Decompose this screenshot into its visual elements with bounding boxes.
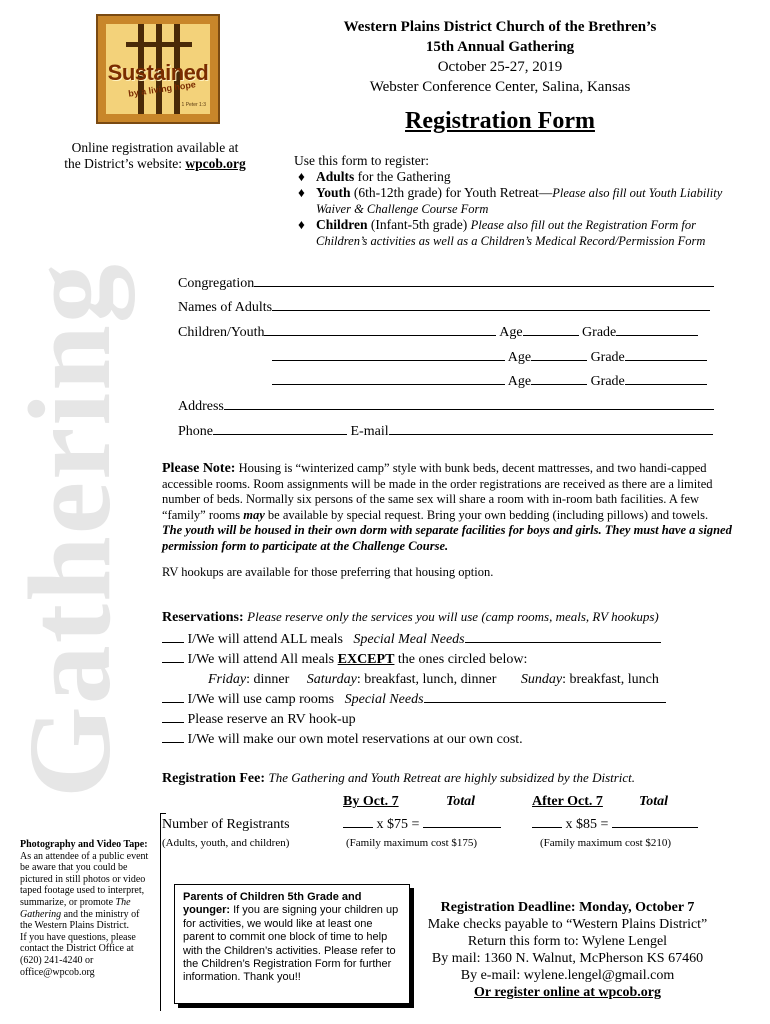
return-to: Return this form to: Wylene Lengel <box>467 934 668 949</box>
congregation-label: Congregation <box>178 276 255 291</box>
congregation-field[interactable] <box>178 274 714 293</box>
age-label: Age <box>507 374 532 389</box>
adults-names-field[interactable] <box>178 298 710 317</box>
age-label: Age <box>499 325 523 340</box>
note-text-1: Housing is “winterized camp” style with bunk beds, decent mattresses, and two handi-capped accessible rooms. Room assignments will be made in the order registrations are received as there are a limited number of beds. Normally six persons of the same sex will share a room with in-room bath facilities. A few “family” rooms <box>162 461 713 522</box>
registration-fee-header <box>162 768 742 789</box>
registrants-subtitle: (Adults, youth, and children) <box>162 837 290 849</box>
fee-by-oct-field[interactable] <box>343 815 501 835</box>
special-meal-needs-label: Special Meal Needs <box>353 632 465 647</box>
option-motel-label: I/We will make our own motel reservations at our own cost. <box>187 732 523 747</box>
adults-names-label: Names of Adults <box>178 300 273 315</box>
mail-address: By mail: 1360 N. Walnut, McPherson KS 67460 <box>431 951 704 966</box>
age-label: Age <box>507 350 532 365</box>
total-label-1: Total <box>446 794 476 809</box>
price-85: x $85 = <box>565 817 609 832</box>
email-address[interactable]: By e-mail: wylene.lengel@gmail.com <box>460 968 675 983</box>
option-motel[interactable] <box>162 730 742 750</box>
child-row-1[interactable] <box>178 323 698 342</box>
special-needs-label: Special Needs <box>344 692 424 707</box>
gathering-watermark: Gathering <box>4 262 135 798</box>
rv-note: RV hookups are available for those preferring that housing option. <box>162 564 494 579</box>
by-oct-label: By Oct. 7 <box>343 794 399 809</box>
header-line-1: Western Plains District Church of the Brethren’s <box>343 19 657 35</box>
reservations-label: Reservations: <box>162 610 244 625</box>
option-except-meals[interactable] <box>162 650 742 670</box>
online-line-2: the District’s website: <box>64 156 186 171</box>
option-all-meals-label: I/We will attend ALL meals <box>187 632 343 647</box>
fee-hint: The Gathering and Youth Retreat are highly subsidized by the District. <box>268 770 636 785</box>
by-oct-heading <box>343 792 399 812</box>
option-rv[interactable] <box>162 710 742 730</box>
youth-label: Youth <box>316 185 351 200</box>
option-except-label: I/We will attend All meals <box>187 652 338 667</box>
phone-label: Phone <box>178 424 213 439</box>
header-line-2: 15th Annual Gathering <box>425 39 575 55</box>
except-word: EXCEPT <box>337 652 395 667</box>
family-max-210: (Family maximum cost $210) <box>540 837 672 849</box>
total-label-2: Total <box>639 794 669 809</box>
photography-note <box>20 839 150 978</box>
note-label: Please Note: <box>162 461 236 476</box>
adults-desc: for the Gathering <box>354 169 451 184</box>
friday-meals-list[interactable]: : dinner <box>246 672 290 687</box>
fee-label: Registration Fee: <box>162 771 266 786</box>
option-camp-rooms-label: I/We will use camp rooms <box>187 692 335 707</box>
logo-word: Sustained <box>107 60 209 85</box>
children-label: Children <box>316 217 368 232</box>
friday-meals[interactable]: Friday <box>208 672 247 687</box>
sunday-meals-list[interactable]: : breakfast, lunch <box>562 672 659 687</box>
logo-subtitle: by a living hope <box>127 79 197 99</box>
option-except-label-end: the ones circled below: <box>394 652 528 667</box>
parents-text: If you are signing your children up for activities, we would like at least one parent to commit one block of time to help with the Children’s activities. Please refer to the Children’s Registration Form for further information. Thank you!! <box>183 904 399 984</box>
child-row-3[interactable] <box>272 372 707 391</box>
deadline-info <box>415 899 720 1001</box>
logo-reference: 1 Peter 1:3 <box>181 102 206 108</box>
divider-line <box>160 813 161 1011</box>
youth-desc: (6th-12th grade) for Youth Retreat— <box>350 185 553 200</box>
youth-housing-note: The youth will be housed in their own dorm with separate facilities for boys and girls. They must have a signed permission form to participate at the Challenge Course. <box>162 523 732 553</box>
diamond-bullet-icon: ♦ <box>298 169 305 184</box>
phone-email-field[interactable] <box>178 422 713 441</box>
online-registration-note <box>50 140 260 172</box>
option-camp-rooms[interactable] <box>162 690 742 710</box>
total-heading-1 <box>446 792 475 812</box>
photo-text-2: and the ministry of the Western Plains District. <box>20 908 140 932</box>
saturday-meals-list[interactable]: : breakfast, lunch, dinner <box>356 672 497 687</box>
reservations-hint: Please reserve only the services you will use (camp rooms, meals, RV hookups) <box>247 609 659 624</box>
children-youth-label: Children/Youth <box>178 325 265 340</box>
header-line-3: October 25-27, 2019 <box>437 59 563 75</box>
register-online-link[interactable]: Or register online at wpcob.org <box>473 985 662 1000</box>
children-desc: (Infant-5th grade) <box>367 217 471 232</box>
diamond-bullet-icon: ♦ <box>298 185 305 200</box>
adults-label: Adults <box>316 169 355 184</box>
sunday-meals[interactable]: Sunday <box>520 672 563 687</box>
option-all-meals[interactable] <box>162 630 742 650</box>
photo-text-1: As an attendee of a public event be aware that you could be pictured in still photos or video taped footage used to interpret, summarize, or promote <box>20 850 149 908</box>
parents-label: Parents of Children 5th Grade and younger: <box>183 891 362 917</box>
fee-after-oct-field[interactable] <box>532 815 698 835</box>
use-form-instructions <box>294 153 734 249</box>
note-text-2: be available by special request. Bring your own bedding (including pillows) and towels. <box>264 507 709 522</box>
address-label: Address <box>178 399 224 414</box>
option-rv-label: Please reserve an RV hook-up <box>187 712 356 727</box>
use-intro: Use this form to register: <box>294 153 429 168</box>
meal-days-row <box>162 670 742 690</box>
saturday-meals[interactable]: Saturday <box>306 672 357 687</box>
grade-label: Grade <box>590 350 625 365</box>
housing-note <box>162 461 732 580</box>
after-oct-label: After Oct. 7 <box>532 794 603 809</box>
sustained-logo <box>96 14 220 124</box>
form-title: Registration Form <box>405 108 595 134</box>
note-may: may <box>243 507 265 522</box>
address-field[interactable] <box>178 397 714 416</box>
photo-label: Photography and Video Tape: <box>20 839 148 850</box>
children-note: Please also fill out the Registration Form for Children’s activities as well as a Children’s Medical Record/Permission Form <box>316 218 706 248</box>
total-heading-2 <box>639 792 668 812</box>
grade-label: Grade <box>582 325 617 340</box>
online-line-1: Online registration available at <box>71 140 239 155</box>
photo-gathering: The Gathering <box>20 896 131 920</box>
price-75: x $75 = <box>376 817 420 832</box>
number-of-registrants-label: Number of Registrants <box>162 817 290 832</box>
event-header <box>300 17 700 97</box>
deadline-title: Registration Deadline: Monday, October 7 <box>440 900 695 915</box>
grade-label: Grade <box>590 374 625 389</box>
after-oct-heading <box>532 792 603 812</box>
diamond-bullet-icon: ♦ <box>298 217 305 232</box>
child-row-2[interactable] <box>272 348 707 367</box>
email-label: E-mail <box>350 424 389 439</box>
website-link[interactable]: wpcob.org <box>185 156 246 171</box>
checks-payable: Make checks payable to “Western Plains District” <box>427 917 708 932</box>
header-line-4: Webster Conference Center, Salina, Kansas <box>369 79 631 95</box>
family-max-175: (Family maximum cost $175) <box>346 837 478 849</box>
photo-contact: If you have questions, please contact the District Office at (620) 241-4240 or office@wpcob.org <box>20 931 136 978</box>
reservations-section <box>162 607 742 750</box>
parents-box <box>174 884 410 1004</box>
youth-note: Please also fill out Youth Liability Waiver & Challenge Course Form <box>316 186 723 216</box>
